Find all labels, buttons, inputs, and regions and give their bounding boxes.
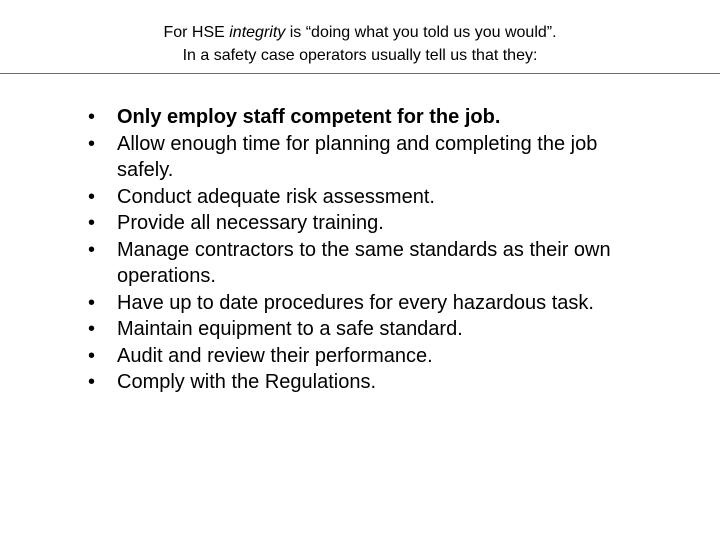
slide-heading <box>0 21 720 67</box>
bullet-text: Only employ staff competent for the job. <box>117 106 501 128</box>
bullet-text: Audit and review their performance. <box>117 344 433 367</box>
bullet-icon: • <box>88 212 96 234</box>
bullet-item <box>0 343 620 370</box>
bullet-icon: • <box>88 344 96 367</box>
bullet-icon: • <box>88 106 96 128</box>
bullet-text: Manage contractors to the same standards as their own operations. <box>117 238 611 287</box>
heading-line-1-suffix: is “doing what you told us you would”. <box>285 24 557 41</box>
bullet-text: Conduct adequate risk assessment. <box>117 185 435 208</box>
bullet-text: Have up to date procedures for every hazardous task. <box>117 291 594 314</box>
bullet-item <box>0 290 620 317</box>
heading-line-1 <box>0 21 720 44</box>
bullet-text: Comply with the Regulations. <box>117 371 377 393</box>
bullet-item <box>0 210 620 237</box>
bullet-text: Maintain equipment to a safe standard. <box>117 318 463 340</box>
bullet-text: Provide all necessary training. <box>117 212 384 234</box>
heading-divider <box>0 73 720 74</box>
bullet-list <box>0 104 620 396</box>
heading-line-2: In a safety case operators usually tell us that they: <box>182 47 538 64</box>
heading-line-1-emphasis: integrity <box>229 24 286 41</box>
bullet-item <box>0 184 620 211</box>
bullet-item <box>0 131 620 184</box>
bullet-icon: • <box>88 185 96 208</box>
bullet-item <box>0 369 620 396</box>
bullet-icon: • <box>88 318 96 340</box>
bullet-icon: • <box>88 238 96 261</box>
bullet-icon: • <box>88 371 96 393</box>
bullet-item <box>0 104 620 131</box>
bullet-text: Allow enough time for planning and completing the job safely. <box>117 132 598 181</box>
bullet-item <box>0 316 620 343</box>
heading-line-1-prefix: For HSE <box>163 24 230 41</box>
bullet-icon: • <box>88 132 96 155</box>
bullet-item <box>0 237 620 290</box>
bullet-icon: • <box>88 291 96 314</box>
